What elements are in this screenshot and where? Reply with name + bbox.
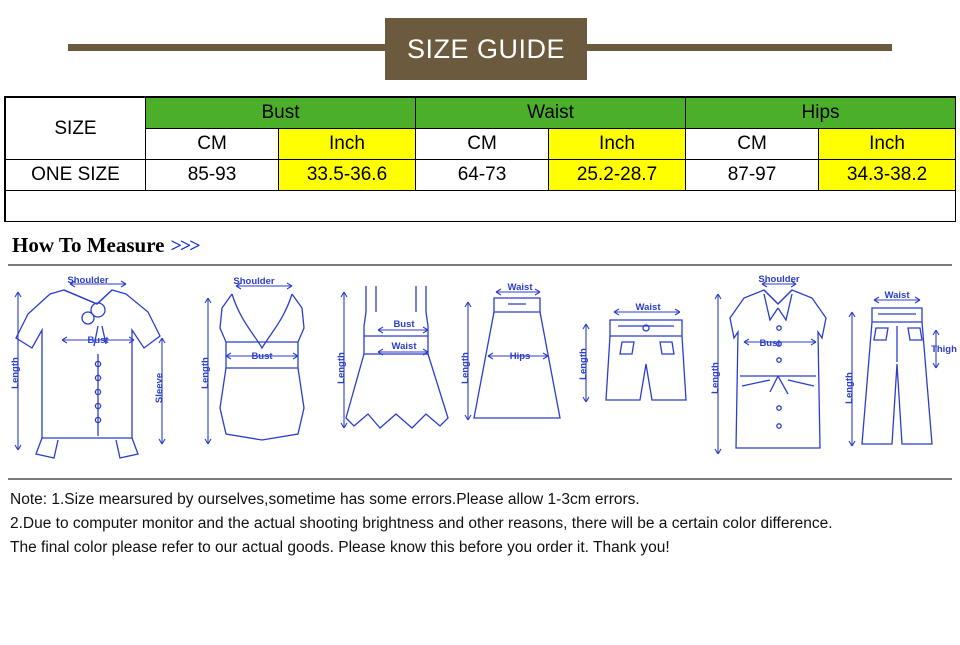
figure-trousers-label-waist: Waist xyxy=(884,290,910,301)
figure-skirt-label-length: Length xyxy=(460,352,471,384)
figure-coat-label-length: Length xyxy=(710,362,721,394)
figure-trousers xyxy=(840,268,958,473)
figure-trousers-label-length: Length xyxy=(844,372,855,404)
size-table xyxy=(5,97,956,222)
cell-bust-cm: 85-93 xyxy=(146,160,279,191)
figure-blouse-label-bust: Bust xyxy=(87,335,109,346)
how-to-measure-title: How To Measure xyxy=(12,233,165,257)
cell-hips-cm: 87-97 xyxy=(686,160,819,191)
cell-hips-inch: 34.3-38.2 xyxy=(819,160,956,191)
header-hips-inch: Inch xyxy=(819,129,956,160)
header-group-hips: Hips xyxy=(686,98,956,129)
header-banner xyxy=(0,0,960,96)
page-title: SIZE GUIDE xyxy=(406,33,566,64)
figure-coat-label-shoulder: Shoulder xyxy=(758,274,800,285)
figure-camisole-label-length: Length xyxy=(200,357,211,389)
figure-shorts-label-waist: Waist xyxy=(635,302,661,313)
figure-skirt-label-waist: Waist xyxy=(507,282,533,293)
table-row-group-headers xyxy=(6,98,956,129)
how-to-measure-heading xyxy=(12,233,960,258)
figure-skater-dress xyxy=(328,268,468,473)
size-table-wrapper xyxy=(4,96,956,222)
divider-top xyxy=(8,264,952,266)
figure-dress-label-length: Length xyxy=(336,352,347,384)
note-line-1: Note: 1.Size mearsured by ourselves,sometime has some errors.Please allow 1-3cm errors. xyxy=(10,491,640,508)
figure-camisole-label-bust: Bust xyxy=(251,351,273,362)
header-waist-inch: Inch xyxy=(549,129,686,160)
figure-shorts xyxy=(566,268,716,473)
table-spacer-cell xyxy=(6,191,956,222)
measure-figures-strip xyxy=(0,268,960,478)
header-waist-cm: CM xyxy=(416,129,549,160)
figure-coat-label-bust: Bust xyxy=(759,338,781,349)
note-line-2: 2.Due to computer monitor and the actual shooting brightness and other reasons, there will be a certain color difference. xyxy=(10,515,833,533)
header-group-bust: Bust xyxy=(146,98,416,129)
figure-blouse xyxy=(2,268,192,473)
cell-waist-cm: 64-73 xyxy=(416,160,549,191)
figure-blouse-label-length: Length xyxy=(10,357,21,389)
figure-trench-coat xyxy=(700,268,860,478)
header-group-waist: Waist xyxy=(416,98,686,129)
cell-bust-inch: 33.5-36.6 xyxy=(279,160,416,191)
table-row-spacer xyxy=(6,191,956,222)
header-bust-inch: Inch xyxy=(279,129,416,160)
page-title-plaque xyxy=(385,18,587,80)
note-line-3: The final color please refer to our actual goods. Please know this before you order it. Thank you! xyxy=(10,539,670,557)
cell-waist-inch: 25.2-28.7 xyxy=(549,160,686,191)
figure-shorts-label-length: Length xyxy=(578,348,589,380)
figure-dress-label-waist: Waist xyxy=(391,341,417,352)
chevron-right-icon: >>> xyxy=(170,235,199,257)
header-hips-cm: CM xyxy=(686,129,819,160)
figure-camisole xyxy=(192,268,332,473)
header-bust-cm: CM xyxy=(146,129,279,160)
figure-blouse-label-shoulder: Shoulder xyxy=(67,275,109,286)
figure-skirt-label-hips: Hips xyxy=(509,351,531,362)
header-size: SIZE xyxy=(6,98,146,160)
notes-section xyxy=(0,480,960,560)
figure-blouse-label-sleeve: Sleeve xyxy=(154,372,165,404)
row-label-one-size: ONE SIZE xyxy=(6,160,146,191)
table-row-unit-headers xyxy=(6,129,956,160)
table-row xyxy=(6,160,956,191)
figure-dress-label-bust: Bust xyxy=(393,319,415,330)
figure-trousers-label-thigh: Thigh xyxy=(931,344,957,355)
figure-camisole-label-shoulder: Shoulder xyxy=(233,276,275,287)
